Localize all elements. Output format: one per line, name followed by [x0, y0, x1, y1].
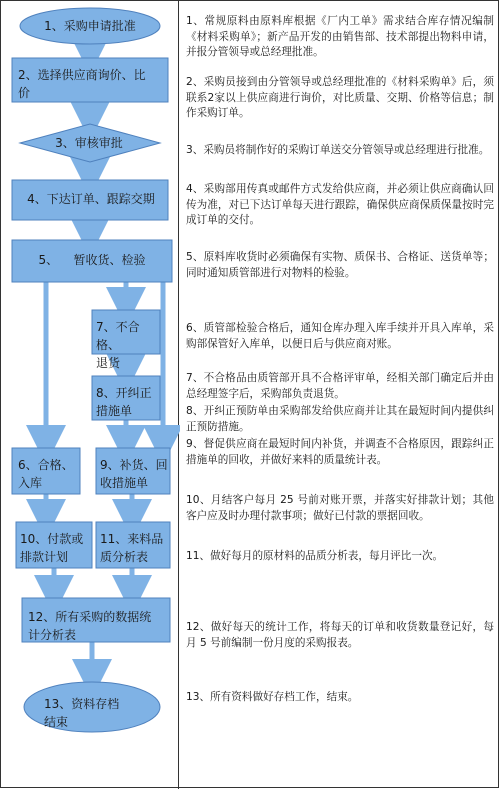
step-3-description: 3、采购员将制作好的采购订单送交分管领导或总经理进行批准。 [186, 144, 490, 156]
step-13-description: 13、所有资料做好存档工作，结束。 [186, 691, 359, 703]
node-8-label: 8、开纠正 措施单 [96, 386, 152, 418]
node-4-label: 4、下达订单、跟踪交期 [27, 192, 155, 206]
step-2-description: 2、采购员接到由分管领导或总经理批准的《材料采购单》后，须联系2家以上供应商进行询价，对比质量、交期、价格等信息；制作采购订单。 [186, 76, 494, 119]
node-9-label: 9、补货、回 收措施单 [100, 458, 168, 490]
node-5-label: 5、 暂收货、检验 [38, 253, 146, 267]
node-1-label: 1、采购申请批准 [44, 19, 136, 33]
step-10-description: 10、月结客户每月 25 号前对账开票，并落实好排款计划；其他客户应及时办理付款事项；做好已付款的票据回收。 [186, 494, 494, 522]
node-3-label: 3、审核审批 [55, 136, 123, 150]
node-11-label: 11、来料品 质分析表 [100, 532, 164, 564]
step-7-description: 7、不合格品由质管部开具不合格评审单，经相关部门确定后并由总经理签字后，采购部负责退货。 [186, 372, 494, 400]
node-12-label: 12、所有采购的数据统 计分析表 [28, 610, 152, 642]
step-1-description: 1、常规原料由原料库根据《厂内工单》需求结合库存情况编制《材料采购单》；新产品开发的由销售部、技术部提出物料申请，并报分管领导或总经理批准。 [186, 15, 494, 58]
step-11-description: 11、做好每月的原材料的品质分析表，每月评比一次。 [186, 550, 444, 562]
node-13-label: 13、资料存档 结束 [44, 697, 120, 729]
node-6-label: 6、合格、 入库 [18, 458, 74, 490]
step-8-description: 8、开纠正预防单由采购部发给供应商并让其在最短时间内提供纠正预防措施。 [186, 405, 494, 433]
step-5-description: 5、原料库收货时必须确保有实物、质保书、合格证、送货单等；同时通知质管部进行对物料的检验。 [186, 251, 494, 279]
node-7-label: 7、不合格、 退货 [96, 320, 140, 370]
node-10-label: 10、付款或 排款计划 [20, 532, 84, 564]
step-9-description: 9、督促供应商在最短时间内补货，并调查不合格原因，跟踪纠正措施单的回收，并做好来料的质量统计表。 [186, 438, 494, 466]
node-2-label: 2、选择供应商询价、比 价 [18, 68, 146, 100]
step-12-description: 12、做好每天的统计工作，将每天的订单和收货数量登记好，每月 5 号前编制一份月度的采购报表。 [186, 621, 494, 649]
step-4-description: 4、采购部用传真或邮件方式发给供应商，并必须让供应商确认回传为准，对已下达订单每天进行跟踪，确保供应商保质保量按时完成订单的交付。 [186, 183, 494, 226]
step-6-description: 6、质管部检验合格后，通知仓库办理入库手续并开具入库单，采购部保管好入库单，以便日后与供应商对账。 [186, 322, 494, 350]
